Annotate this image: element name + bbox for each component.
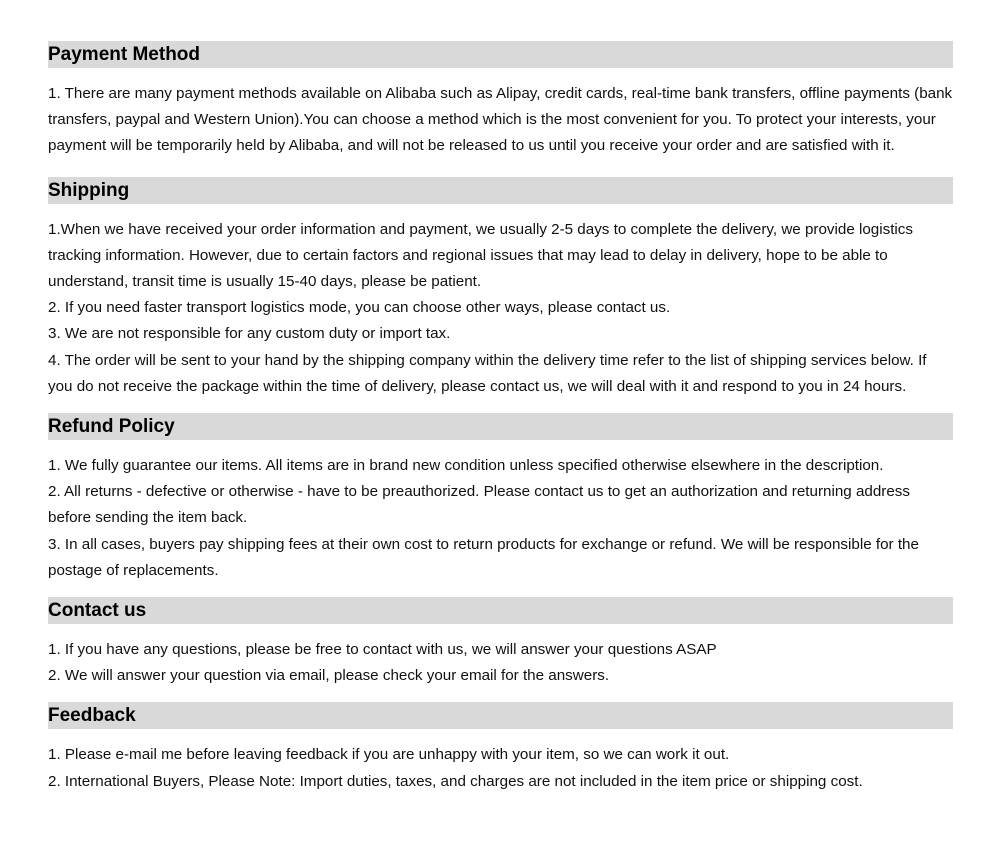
contact-us-section	[48, 597, 953, 689]
feedback-section	[48, 702, 953, 794]
payment-method-section	[48, 41, 953, 160]
contact-us-body	[48, 637, 953, 689]
refund-paragraph-1: 1. We fully guarantee our items. All items are in brand new condition unless specified otherwise elsewhere in the description.	[48, 457, 884, 475]
feedback-paragraph-1: 1. Please e-mail me before leaving feedback if you are unhappy with your item, so we can work it out.	[48, 746, 730, 764]
refund-policy-heading: Refund Policy	[48, 413, 953, 440]
refund-policy-body	[48, 453, 953, 584]
payment-method-heading: Payment Method	[48, 41, 953, 68]
contact-paragraph-2: 2. We will answer your question via email, please check your email for the answers.	[48, 667, 610, 685]
shipping-heading: Shipping	[48, 177, 953, 204]
payment-method-body	[48, 81, 953, 160]
contact-paragraph-1: 1. If you have any questions, please be free to contact with us, we will answer your questions ASAP	[48, 641, 717, 659]
shipping-section	[48, 177, 953, 400]
shipping-paragraph-4: 4. The order will be sent to your hand by the shipping company within the delivery time refer to the list of shipping services below. If you do not receive the package within the time of delivery, please contact us, we will deal with it and respond to you in 24 hours.	[48, 351, 927, 395]
feedback-heading: Feedback	[48, 702, 953, 729]
refund-paragraph-3: 3. In all cases, buyers pay shipping fees at their own cost to return products for exchange or refund. We will be responsible for the postage of replacements.	[48, 535, 919, 579]
payment-paragraph-1: 1. There are many payment methods available on Alibaba such as Alipay, credit cards, real-time bank transfers, offline payments (bank transfers, paypal and Western Union).You can choose a method which is the most convenient for you. To protect your interests, your payment will be temporarily held by Alibaba, and will not be released to us until you receive your order and are satisfied with it.	[48, 85, 953, 155]
feedback-body	[48, 742, 953, 794]
feedback-paragraph-2: 2. International Buyers, Please Note: Import duties, taxes, and charges are not included in the item price or shipping cost.	[48, 772, 863, 790]
shipping-paragraph-1: 1.When we have received your order information and payment, we usually 2-5 days to complete the delivery, we provide logistics tracking information. However, due to certain factors and regional issues that may lead to delay in delivery, hope to be able to understand, transit time is usually 15-40 days, please be patient.	[48, 220, 913, 291]
shipping-paragraph-3: 3. We are not responsible for any custom duty or import tax.	[48, 325, 451, 343]
shipping-body	[48, 217, 953, 400]
refund-paragraph-2: 2. All returns - defective or otherwise - have to be preauthorized. Please contact us to get an authorization and returning address before sending the item back.	[48, 483, 910, 527]
shipping-paragraph-2: 2. If you need faster transport logistics mode, you can choose other ways, please contact us.	[48, 299, 671, 317]
policy-document	[48, 41, 953, 795]
contact-us-heading: Contact us	[48, 597, 953, 624]
refund-policy-section	[48, 413, 953, 584]
